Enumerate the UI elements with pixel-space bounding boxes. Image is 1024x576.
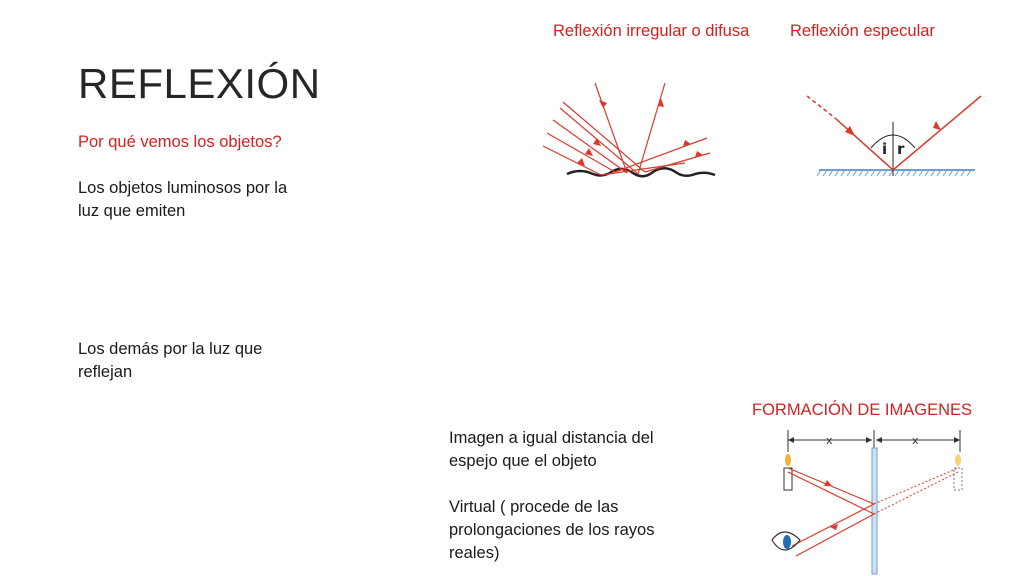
virtual-image-text: Virtual ( procede de las prolongaciones de los rayos reales) [449,498,655,562]
question-heading: Por qué vemos los objetos? [78,133,282,151]
specular-reflection-caption: Reflexión especular [790,22,935,40]
diffuse-reflection-caption: Reflexión irregular o difusa [553,22,750,40]
right-distance-label: x [912,434,919,447]
diffuse-reflection-diagram [535,78,735,188]
eye-icon [772,532,800,550]
incidence-angle-label: i [882,140,888,158]
slide-title: REFLEXIÓN [78,60,321,107]
reflection-angle-label: r [897,140,905,158]
specular-reflection-diagram [805,92,985,182]
reflecting-objects-text: Los demás por la luz que reflejan [78,340,263,381]
image-formation-caption: FORMACIÓN DE IMAGENES [752,401,973,419]
image-distance-text: Imagen a igual distancia del espejo que el objeto [449,429,654,470]
left-distance-label: x [826,434,833,447]
image-formation-diagram [770,428,970,574]
luminous-objects-text: Los objetos luminosos por la luz que emiten [78,179,288,220]
